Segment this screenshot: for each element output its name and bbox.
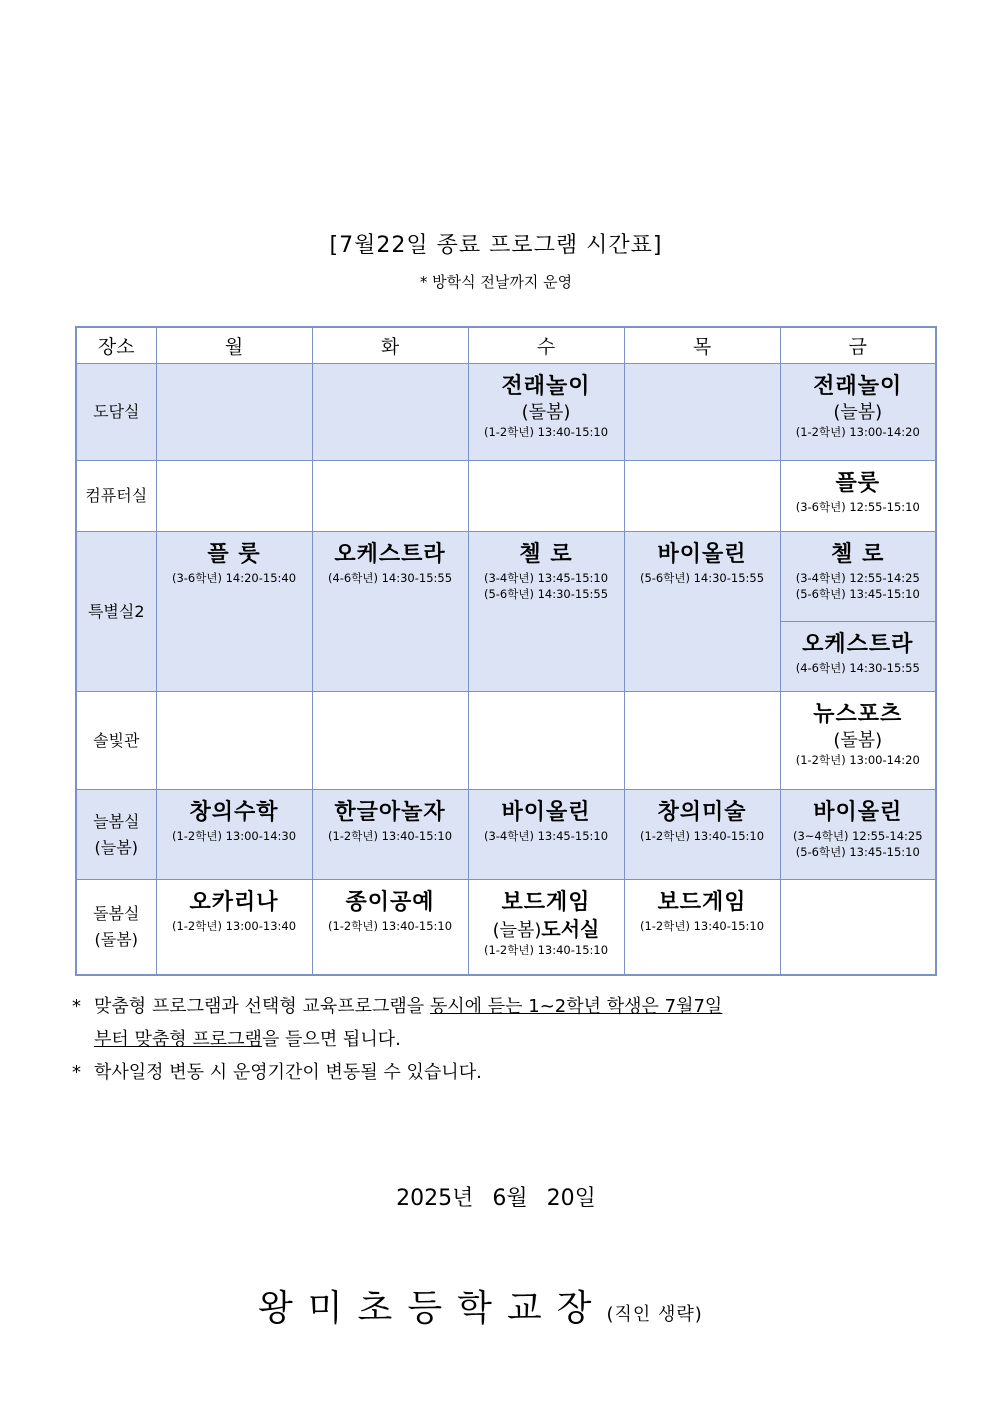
- program-name: 첼 로: [831, 542, 885, 567]
- program-time: (5-6학년) 13:45-15:10: [795, 845, 920, 859]
- program-time: (5-6학년) 14:30-15:55: [483, 587, 609, 601]
- program-time: (3-4학년) 12:55-14:25: [795, 571, 920, 585]
- program-cell: [780, 692, 936, 790]
- empty-cell: [780, 880, 936, 975]
- program-cell: [312, 790, 468, 880]
- empty-cell: [312, 461, 468, 532]
- program-time: (3-6학년) 12:55-15:10: [795, 500, 920, 514]
- program-time: (1-2학년) 13:40-15:10: [327, 919, 453, 933]
- program-time: (1-2학년) 13:00-13:40: [171, 919, 297, 933]
- program-name: 오케스트라: [334, 542, 446, 567]
- header-wed: 수: [468, 327, 624, 364]
- footnote-text-plain: 맞춤형 프로그램과 선택형 교육프로그램을: [94, 996, 430, 1017]
- header-fri: 금: [780, 327, 936, 364]
- program-time: (4-6학년) 14:30-15:55: [795, 661, 920, 675]
- place-type: (늘봄): [94, 837, 138, 857]
- header-thu: 목: [624, 327, 780, 364]
- program-time: (4-6학년) 14:30-15:55: [327, 571, 453, 585]
- program-time: (1-2학년) 13:40-15:10: [639, 829, 765, 843]
- program-cell: [624, 532, 780, 692]
- program-name: 한글아놀자: [334, 800, 446, 825]
- program-time: (1-2학년) 13:40-15:10: [483, 425, 609, 439]
- row-computer: [76, 461, 936, 532]
- program-cell: [468, 880, 624, 975]
- header-tue: 화: [312, 327, 468, 364]
- program-name: 전래놀이: [813, 374, 903, 399]
- row-special2: [76, 532, 936, 622]
- program-cell: [468, 790, 624, 880]
- program-cell: [624, 790, 780, 880]
- header-row: [76, 327, 936, 364]
- program-time: (5-6학년) 14:30-15:55: [639, 571, 765, 585]
- signature-name: 왕미초등학교장: [258, 1288, 607, 1329]
- program-time: (1-2학년) 13:40-15:10: [639, 919, 765, 933]
- program-time: (3~4학년) 12:55-14:25: [792, 829, 923, 843]
- document-date: 2025년 6월 20일: [396, 1186, 596, 1211]
- place-cell: 솔빛관: [76, 692, 156, 790]
- empty-cell: [468, 461, 624, 532]
- program-name: 오카리나: [189, 890, 279, 915]
- signature: [258, 1280, 703, 1331]
- footnote-1-cont: [72, 1023, 932, 1056]
- footnotes: [72, 990, 932, 1089]
- program-cell: [780, 532, 936, 622]
- program-time: (1-2학년) 13:00-14:20: [795, 753, 920, 767]
- program-time: (1-2학년) 13:00-14:30: [171, 829, 297, 843]
- program-cell: [156, 880, 312, 975]
- program-name: 첼 로: [519, 542, 573, 567]
- empty-cell: [624, 364, 780, 461]
- program-name: 플 룻: [207, 542, 261, 567]
- empty-cell: [156, 692, 312, 790]
- program-time: (5-6학년) 13:45-15:10: [795, 587, 920, 601]
- empty-cell: [156, 461, 312, 532]
- footnote-text: [94, 990, 722, 1023]
- signature-note: (직인 생략): [606, 1304, 703, 1325]
- program-note: (늘봄): [833, 402, 883, 423]
- program-name: 바이올린: [501, 800, 591, 825]
- program-note-room: 도서실: [541, 917, 600, 941]
- program-note: (돌봄): [521, 402, 571, 423]
- row-solbit: [76, 692, 936, 790]
- footnote-text: [72, 1023, 401, 1056]
- program-cell: [312, 532, 468, 692]
- program-cell: [156, 790, 312, 880]
- footnote-star: *: [72, 1062, 81, 1083]
- program-time: (1-2학년) 13:40-15:10: [483, 943, 609, 957]
- program-cell: [780, 622, 936, 692]
- program-name: 보드게임: [501, 890, 591, 915]
- program-name: 보드게임: [657, 890, 747, 915]
- program-cell: [780, 790, 936, 880]
- program-cell: [468, 364, 624, 461]
- place-cell: [76, 880, 156, 975]
- program-note-type: (늘봄): [492, 920, 542, 941]
- program-cell: [312, 880, 468, 975]
- footnote-2: [72, 1056, 932, 1089]
- page-subtitle: * 방학식 전날까지 운영: [419, 273, 573, 291]
- footnote-text: 학사일정 변동 시 운영기간이 변동될 수 있습니다.: [94, 1062, 482, 1083]
- program-time: (1-2학년) 13:00-14:20: [795, 425, 920, 439]
- schedule-table: [75, 326, 937, 976]
- program-time: (3-4학년) 13:45-15:10: [483, 829, 609, 843]
- program-cell: [468, 532, 624, 692]
- place-cell: 도담실: [76, 364, 156, 461]
- place-name: 늘봄실: [93, 811, 140, 831]
- program-name: 창의미술: [657, 800, 747, 825]
- program-cell: [624, 880, 780, 975]
- program-cell: [156, 532, 312, 692]
- program-time: (3-6학년) 14:20-15:40: [171, 571, 297, 585]
- program-name: 창의수학: [189, 800, 279, 825]
- place-cell: [76, 790, 156, 880]
- header-place: 장소: [76, 327, 156, 364]
- program-name: 오케스트라: [802, 632, 914, 657]
- program-name: 바이올린: [657, 542, 747, 567]
- program-note: [469, 918, 624, 942]
- footnote-1: [72, 990, 932, 1023]
- empty-cell: [312, 692, 468, 790]
- program-name: 바이올린: [813, 800, 903, 825]
- empty-cell: [624, 461, 780, 532]
- page-title: [7월22일 종료 프로그램 시간표]: [329, 233, 663, 258]
- row-dolbom: [76, 880, 936, 975]
- program-time: (3-4학년) 13:45-15:10: [483, 571, 609, 585]
- row-neulbom: [76, 790, 936, 880]
- header-mon: 월: [156, 327, 312, 364]
- program-cell: [780, 461, 936, 532]
- empty-cell: [468, 692, 624, 790]
- program-cell: [780, 364, 936, 461]
- place-cell: 컴퓨터실: [76, 461, 156, 532]
- empty-cell: [156, 364, 312, 461]
- program-name: 뉴스포츠: [813, 702, 903, 727]
- program-name: 종이공예: [345, 890, 435, 915]
- row-dodam: [76, 364, 936, 461]
- place-cell: 특별실2: [76, 532, 156, 692]
- place-type: (돌봄): [94, 929, 138, 949]
- program-name: 플룻: [835, 471, 880, 496]
- footnote-star: *: [72, 996, 81, 1017]
- program-name: 전래놀이: [501, 374, 591, 399]
- place-name: 돌봄실: [93, 904, 140, 924]
- empty-cell: [312, 364, 468, 461]
- footnote-text-underlined: 부터 맞춤형 프로그램: [94, 1029, 262, 1050]
- program-note: (돌봄): [833, 730, 883, 751]
- program-time: (1-2학년) 13:40-15:10: [327, 829, 453, 843]
- empty-cell: [624, 692, 780, 790]
- footnote-text-plain: 을 들으면 됩니다.: [261, 1029, 401, 1050]
- footnote-text-underlined: 동시에 듣는 1~2학년 학생은 7월7일: [429, 996, 723, 1017]
